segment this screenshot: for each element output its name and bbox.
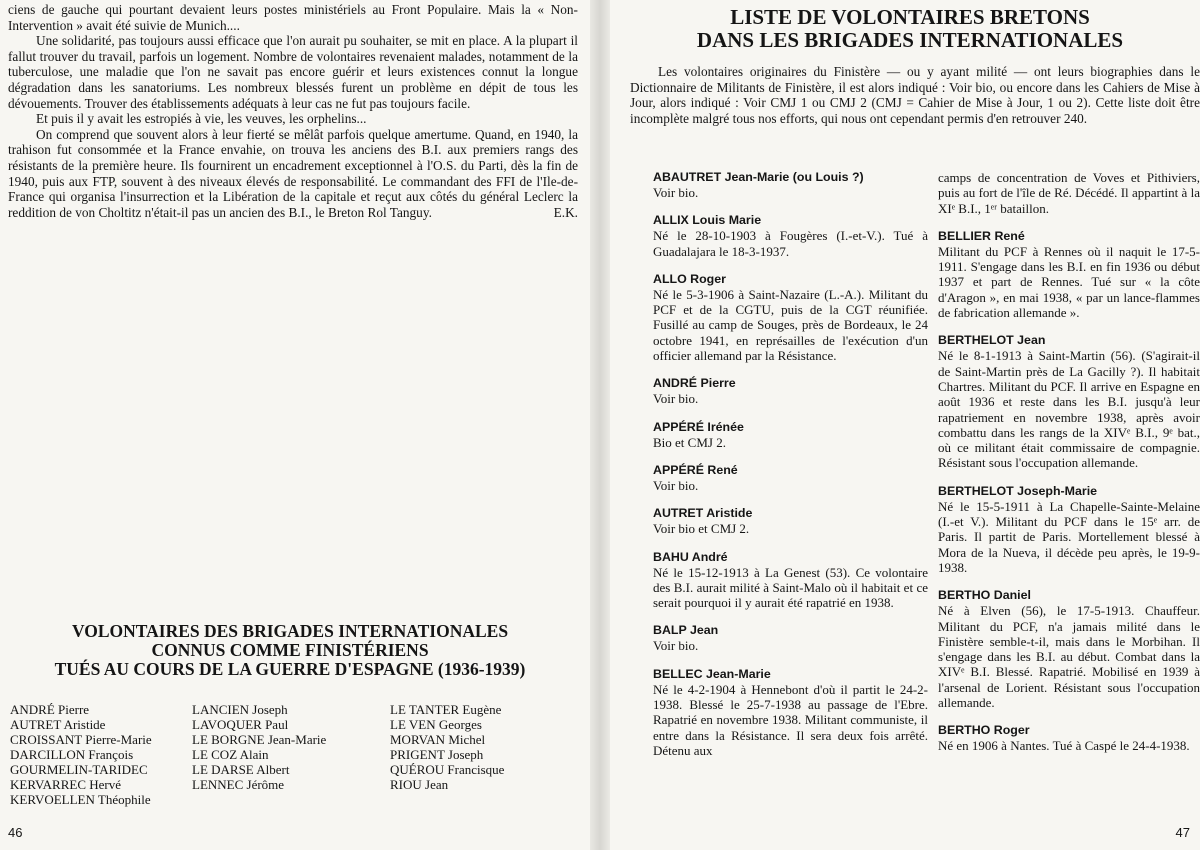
- volunteer-entry: [938, 484, 1200, 575]
- volunteer-entry: [938, 333, 1200, 470]
- intro-paragraph: Une solidarité, pas toujours aussi efficace que l'on aurait pu souhaiter, se mit en place. A la plupart il fallut trouver du travail, parfois un logement. Nombre de volontaires revenaient malades, notamment de la tuberculose, une maladie que l'on ne savait pas encore guérir et leurs existences connut la longue dégradation dans les sanatoriums. Les nombreux blessés furent un problème en dépit de tous les dévouements. Trouver des établissements adéquats à leur cas ne fut pas toujours facile.: [8, 33, 578, 111]
- memorial-name: QUÉROU Francisque: [390, 762, 505, 777]
- volunteer-name: APPÉRÉ Irénée: [653, 419, 744, 434]
- volunteer-entry: [653, 550, 928, 611]
- volunteer-name: APPÉRÉ René: [653, 462, 738, 477]
- volunteer-entry: [653, 170, 928, 200]
- lead-paragraph: Les volontaires originaires du Finistère — ou y ayant milité — ont leurs biographies dans le Dictionnaire de Militants de Finistère, il est alors indiqué : Voir bio, ou encore dans les Cahiers de Mise à Jour, alors indiqué : Voir CMJ 1 ou CMJ 2 (CMJ = Cahier de Mise à Jour, 1 ou 2). Cette liste doit être incomplète malgré tous nos efforts, qui nous ont cependant permis d'en retrouver 240.: [630, 64, 1200, 126]
- memorial-title-line: CONNUS COMME FINISTÉRIENS: [151, 640, 429, 660]
- volunteer-entry: [653, 667, 928, 758]
- author-signature: E.K.: [553, 204, 578, 220]
- memorial-name: LE COZ Alain: [192, 747, 269, 762]
- volunteer-entry-continued: [938, 170, 1200, 216]
- volunteer-bio: Né à Elven (56), le 17-5-1913. Chauffeur. Militant du PCF, n'a jamais milité dans le Finistère semble-t-il, mais dans le Morbihan. Il s'engage dans les B.I. au début. Combat dans la XIVᵉ B.I. Blessé. Rapatrié. Mobilisé en 1939 à l'arsenal de Lorient. Résistant sous l'occupation allemande.: [938, 603, 1200, 711]
- memorial-column: [192, 702, 326, 792]
- volunteer-bio: Né le 4-2-1904 à Hennebont d'où il partit le 24-2-1938. Blessé le 25-7-1938 au passage de l'Ebre. Rapatrié en novembre 1938. Militant communiste, il entre dans la Résistance. Il sera deux fois arrêté. Détenu aux: [653, 681, 928, 758]
- volunteer-bio: Voir bio et CMJ 2.: [653, 521, 750, 537]
- memorial-name: KERVARREC Hervé: [10, 777, 122, 792]
- volunteer-bio: camps de concentration de Voves et Pithiviers, puis au fort de l'île de Ré. Décédé. Il appartint à la XIᵉ B.I., 1ᵉʳ bataillon.: [938, 170, 1200, 216]
- volunteer-bio: Né le 8-1-1913 à Saint-Martin (56). (S'agirait-il de Saint-Martin près de La Gacilly ?). Il habitait Chartres. Militant du PCF. Il arrive en Espagne en août 1936 et reste dans les B.I. jusqu'à leur rapatriement en novembre 1938, après avoir combattu dans les rangs de la XIVᵉ B.I., 9ᵉ bat., où ce militant était commissaire de compagnie. Résistant sous l'occupation allemande.: [938, 348, 1200, 471]
- memorial-title-line: VOLONTAIRES DES BRIGADES INTERNATIONALES: [71, 621, 509, 641]
- volunteer-entry: [653, 213, 928, 259]
- memorial-name: LAVOQUER Paul: [192, 717, 289, 732]
- intro-paragraph: ciens de gauche qui pourtant devaient leurs postes ministériels au Front Populaire. Mais la « Non-Intervention » avait été suivie de Munich....: [8, 2, 578, 33]
- volunteer-entry: [653, 463, 928, 493]
- volunteer-bio: Né le 28-10-1903 à Fougères (I.-et-V.). Tué à Guadalajara le 18-3-1937.: [653, 228, 928, 259]
- volunteer-bio: Militant du PCF à Rennes où il naquit le 17-5-1911. S'engage dans les B.I. en fin 1936 ou début 1937 et part de Rennes. Tué sur « la côte d'Aragon », en mai 1938, « par un lance-flammes de fabrication allemande ».: [938, 243, 1200, 321]
- book-gutter: [590, 0, 610, 850]
- volunteer-name: BERTHELOT Jean: [938, 333, 1046, 348]
- memorial-name: LE VEN Georges: [390, 717, 482, 732]
- right-page: [610, 0, 1200, 850]
- page-title: [630, 6, 1190, 52]
- memorial-name: LE TANTER Eugène: [390, 702, 502, 717]
- intro-paragraph: [8, 127, 578, 221]
- volunteer-name: AUTRET Aristide: [653, 506, 753, 521]
- memorial-name: KERVOELLEN Théophile: [10, 792, 151, 807]
- volunteer-bio: Né le 15-12-1913 à La Genest (53). Ce volontaire des B.I. aurait milité à Saint-Malo où il habitait et ce serait pourquoi il y aurait été rapatrié en 1938.: [653, 564, 928, 611]
- page-title-line: LISTE DE VOLONTAIRES BRETONS: [730, 5, 1090, 29]
- memorial-column: [390, 702, 504, 792]
- volunteer-entry: [653, 420, 928, 450]
- volunteer-bio: Né en 1906 à Nantes. Tué à Caspé le 24-4-1938.: [938, 738, 1190, 754]
- intro-paragraph: Et puis il y avait les estropiés à vie, les veuves, les orphelins...: [36, 111, 367, 127]
- volunteer-entry: [653, 376, 928, 406]
- volunteer-name: BALP Jean: [653, 623, 719, 638]
- memorial-name: LE DARSE Albert: [192, 762, 290, 777]
- page-title-line: DANS LES BRIGADES INTERNATIONALES: [696, 28, 1124, 52]
- entries-column-left: [653, 170, 928, 771]
- volunteer-bio: Voir bio.: [653, 638, 699, 654]
- volunteer-entry: [653, 623, 928, 653]
- left-page: [0, 0, 590, 850]
- memorial-title-line: TUÉS AU COURS DE LA GUERRE D'ESPAGNE (1936-1939): [54, 659, 526, 679]
- memorial-name: GOURMELIN-TARIDEC: [10, 762, 148, 777]
- volunteer-bio: Né le 15-5-1911 à La Chapelle-Sainte-Melaine (I.-et V.). Militant du PCF dans le 15ᵉ arr. de Paris. Il partit de Paris. Mortellement blessé à Mora de la Nueva, il décède peu après, le 19-9-1938.: [938, 498, 1200, 575]
- memorial-section: [10, 621, 570, 807]
- memorial-name: LE BORGNE Jean-Marie: [192, 732, 327, 747]
- memorial-name: DARCILLON François: [10, 747, 134, 762]
- memorial-name: PRIGENT Joseph: [390, 747, 484, 762]
- memorial-name: CROISSANT Pierre-Marie: [10, 732, 152, 747]
- volunteer-name: ANDRÉ Pierre: [653, 376, 736, 391]
- memorial-name: RIOU Jean: [390, 777, 449, 792]
- volunteer-entry: [653, 506, 928, 536]
- volunteer-bio: Bio et CMJ 2.: [653, 434, 726, 450]
- volunteer-name: BERTHO Roger: [938, 723, 1030, 738]
- intro-paragraph-text: On comprend que souvent alors à leur fierté se mêlât parfois quelque amertume. Quand, en 1940, la trahison fut consommée et la France envahie, on trouva les anciens des B.I. aux premiers rangs des résistants de la première heure. Ils fournirent un encadrement exceptionnel à l'O.S. du Parti, dès la fin de 1940, puis aux FTP, souvent à des niveaux élevés de responsabilité. Le commandant des FFI de l'Ile-de-France qui organisa l'insurrection et la Libération de la capitale et reçut aux côtés du général Leclerc la reddition de von Choltitz n'était-il pas un ancien des B.I., le Breton Rol Tanguy.: [8, 126, 578, 220]
- page-number: 46: [8, 825, 23, 840]
- volunteer-bio: Né le 5-3-1906 à Saint-Nazaire (L.-A.). Militant du PCF et de la CGTU, puis de la CGT réunifiée. Fusillé au camp de Souges, près de Bordeaux, le 24 octobre 1941, en représailles de l'exécution d'un officier allemand par la Résistance.: [653, 286, 928, 364]
- volunteer-name: BERTHELOT Joseph-Marie: [938, 483, 1098, 498]
- volunteer-bio: Voir bio.: [653, 391, 699, 407]
- entries-column-right: [938, 170, 1200, 767]
- intro-text: [8, 2, 578, 220]
- volunteer-name: BERTHO Daniel: [938, 588, 1031, 603]
- volunteer-name: BELLIER René: [938, 228, 1025, 243]
- volunteer-entry: [938, 229, 1200, 320]
- volunteer-name: BAHU André: [653, 549, 728, 564]
- volunteer-name: ALLO Roger: [653, 271, 726, 286]
- memorial-name: MORVAN Michel: [390, 732, 486, 747]
- memorial-name: AUTRET Aristide: [10, 717, 106, 732]
- volunteer-bio: Voir bio.: [653, 477, 699, 493]
- volunteer-entry: [653, 272, 928, 363]
- volunteer-entry: [938, 588, 1200, 710]
- memorial-name-grid: [10, 702, 570, 832]
- memorial-column: [10, 702, 152, 807]
- memorial-name: LENNEC Jérôme: [192, 777, 285, 792]
- page-number: 47: [1175, 825, 1190, 840]
- volunteer-name: BELLEC Jean-Marie: [653, 666, 771, 681]
- volunteer-bio: Voir bio.: [653, 185, 699, 200]
- volunteer-entry: [938, 723, 1200, 753]
- volunteer-name: ABAUTRET Jean-Marie (ou Louis ?): [653, 170, 864, 184]
- memorial-name: LANCIEN Joseph: [192, 702, 288, 717]
- volunteer-name: ALLIX Louis Marie: [653, 213, 762, 228]
- memorial-name: ANDRÉ Pierre: [10, 702, 90, 717]
